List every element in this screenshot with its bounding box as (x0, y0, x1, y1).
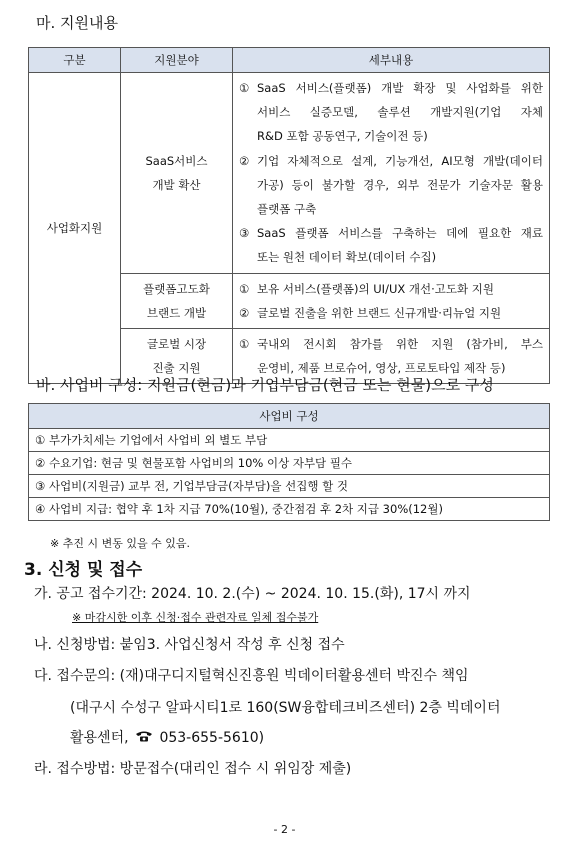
field-cell (121, 73, 233, 274)
field-line: 개발 확산 (152, 177, 201, 192)
list-item (239, 76, 543, 149)
field-line: SaaS서비스 (145, 153, 208, 168)
inquiry-address: (대구시 수성구 알파시티1로 160(SW융합테크비즈센터) 2층 빅데이터 (70, 700, 501, 716)
list-item (239, 149, 543, 222)
item-line: 플랫폼 구축 (257, 202, 317, 217)
item-marker: ③ (239, 226, 250, 241)
category-cell: 사업화지원 (29, 73, 121, 384)
item-marker: ① (239, 81, 250, 95)
item-line: SaaS 플랫폼 서비스를 구축하는 데에 필요한 재료 (257, 226, 543, 241)
inquiry-contact (70, 727, 264, 747)
item-line: 기업 자체적으로 설계, 기능개선, AI모형 개발(데이터 (257, 153, 543, 168)
cost-table (28, 403, 550, 521)
item-marker: ① (239, 281, 250, 296)
inquiry: 다. 접수문의: (재)대구디지털혁신진흥원 빅데이터활용센터 박진수 책임 (34, 668, 469, 684)
table-row: ③ 사업비(지원금) 교부 전, 기업부담금(자부담)을 선집행 할 것 (29, 475, 550, 498)
item-line: 가공) 등이 불가할 경우, 외부 전문가 기술자문 활용 (257, 177, 543, 192)
table-row: ④ 사업비 지급: 협약 후 1차 지급 70%(10월), 중간점검 후 2차 지급 30%(12월) (29, 498, 550, 521)
inquiry-contact-text: 활용센터, (70, 730, 129, 746)
phone-icon (135, 730, 153, 746)
header-detail: 세부내용 (233, 48, 550, 73)
header-category: 구분 (29, 48, 121, 73)
item-line: 국내외 전시회 참가를 위한 지원 (참가비, 부스 (257, 337, 543, 352)
note-change: ※ 추진 시 변동 있을 수 있음. (50, 537, 190, 550)
list-item (239, 221, 543, 269)
detail-cell (233, 73, 550, 274)
list-item (239, 301, 543, 325)
item-line: 글로벌 진출을 위한 브랜드 신규개발·리뉴얼 지원 (257, 305, 502, 320)
field-line: 진출 지원 (152, 361, 201, 376)
field-line: 플랫폼고도화 (143, 281, 210, 296)
item-marker: ① (239, 337, 250, 352)
support-table-header (29, 48, 550, 73)
item-line: 운영비, 제품 브로슈어, 영상, 프로토타입 제작 등) (257, 361, 506, 376)
page-number: - 2 - (273, 823, 296, 836)
item-line: 서비스 실증모델, 솔루션 개발지원(기업 자체 (257, 105, 543, 120)
item-line: 보유 서비스(플랫폼)의 UI/UX 개선·고도화 지원 (257, 281, 494, 296)
section-title-cost: 바. 사업비 구성: 지원금(현금)과 기업부담금(현금 또는 현물)으로 구성 (36, 376, 494, 394)
heading-apply: 3. 신청 및 접수 (24, 560, 143, 580)
receipt-method: 라. 접수방법: 방문접수(대리인 접수 시 위임장 제출) (34, 761, 352, 777)
phone-number: 053-655-5610) (159, 730, 265, 746)
header-field: 지원분야 (121, 48, 233, 73)
field-line: 글로벌 시장 (146, 337, 207, 352)
table-row: ① 부가가치세는 기업에서 사업비 외 별도 부담 (29, 429, 550, 452)
table-row: ② 수요기업: 현금 및 현물포함 사업비의 10% 이상 자부담 필수 (29, 452, 550, 475)
list-item (239, 277, 543, 301)
item-marker: ② (239, 153, 250, 168)
item-line: SaaS 서비스(플랫폼) 개발 확장 및 사업화를 위한 (257, 81, 543, 95)
field-cell (121, 273, 233, 328)
item-line: 또는 원천 데이터 확보(데이터 수집) (257, 250, 437, 265)
detail-cell (233, 273, 550, 328)
field-line: 브랜드 개발 (146, 305, 207, 320)
item-line: R&D 포함 공동연구, 기술이전 등) (257, 129, 428, 144)
table-row (29, 73, 550, 274)
support-table (28, 47, 550, 384)
item-marker: ② (239, 305, 250, 320)
deadline-note: ※ 마감시한 이후 신청·접수 관련자료 일체 접수불가 (72, 611, 319, 624)
section-title-support: 마. 지원내용 (36, 14, 118, 32)
apply-period: 가. 공고 접수기간: 2024. 10. 2.(수) ~ 2024. 10. 15.(화), 17시 까지 (34, 586, 471, 602)
apply-method: 나. 신청방법: 붙임3. 사업신청서 작성 후 신청 접수 (34, 637, 345, 653)
cost-table-header: 사업비 구성 (29, 404, 550, 429)
